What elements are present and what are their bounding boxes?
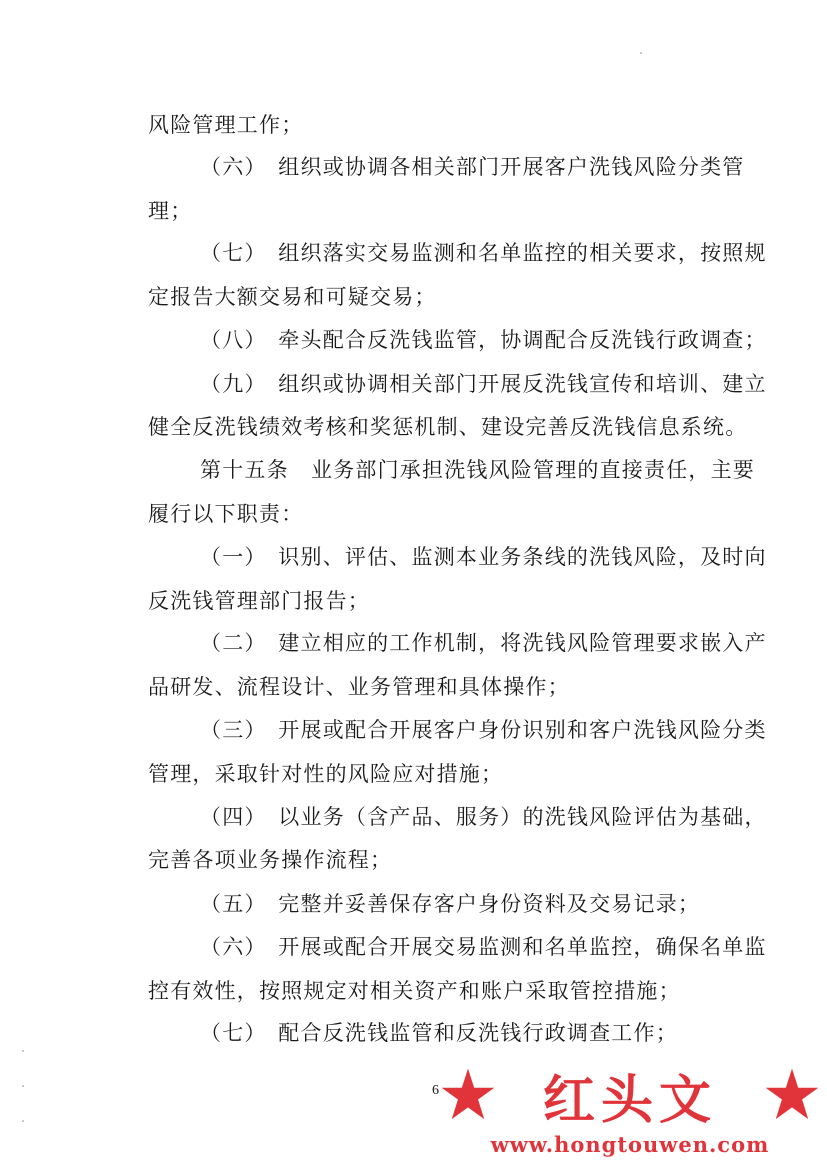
watermark-title [440,1060,820,1130]
text-line: 反洗钱管理部门报告； [148,589,370,613]
text-line: （六） 组织或协调各相关部门开展客户洗钱风险分类管 [200,155,745,179]
text-line: （五） 完整并妥善保存客户身份资料及交易记录； [200,892,701,916]
text-line: （七） 配合反洗钱监管和反洗钱行政调查工作； [200,1021,678,1045]
watermark-url: www.hongtouwen.com [490,1132,770,1157]
text-line: （七） 组织落实交易监测和名单监控的相关要求，按照规 [200,241,767,265]
text-line: （一） 识别、评估、监测本业务条线的洗钱风险，及时向 [200,545,767,569]
scan-speck [640,52,642,54]
scan-speck [22,1050,24,1052]
text-line: 风险管理工作； [148,113,304,137]
text-line: 品研发、流程设计、业务管理和具体操作； [148,675,570,699]
text-line: （三） 开展或配合开展客户身份识别和客户洗钱风险分类 [200,718,767,742]
text-line: （六） 开展或配合开展交易监测和名单监控，确保名单监 [200,935,767,959]
text-line: （九） 组织或协调相关部门开展反洗钱宣传和培训、建立 [200,372,767,396]
text-line: 理； [148,199,193,223]
text-line: （八） 牵头配合反洗钱监管，协调配合反洗钱行政调查； [200,328,767,352]
text-line: （二） 建立相应的工作机制，将洗钱风险管理要求嵌入产 [200,631,767,655]
watermark-text: 红头文 [542,1069,717,1131]
text-line: 完善各项业务操作流程； [148,848,393,872]
text-line: 定报告大额交易和可疑交易； [148,285,437,309]
text-line: 健全反洗钱绩效考核和奖惩机制、建设完善反洗钱信息系统。 [148,415,748,439]
text-line: 管理，采取针对性的风险应对措施； [148,762,504,786]
text-line: 履行以下职责： [148,502,304,526]
scan-speck [22,1085,24,1087]
scan-speck [22,1120,24,1122]
text-line: （四） 以业务（含产品、服务）的洗钱风险评估为基础， [200,805,767,829]
page-number: 6 [432,1083,439,1098]
watermark [440,1060,820,1165]
star-icon [440,1067,496,1123]
article-heading: 第十五条 业务部门承担洗钱风险管理的直接责任，主要 [200,458,755,482]
text-line: 控有效性，按照规定对相关资产和账户采取管控措施； [148,979,681,1003]
star-icon [764,1067,820,1123]
